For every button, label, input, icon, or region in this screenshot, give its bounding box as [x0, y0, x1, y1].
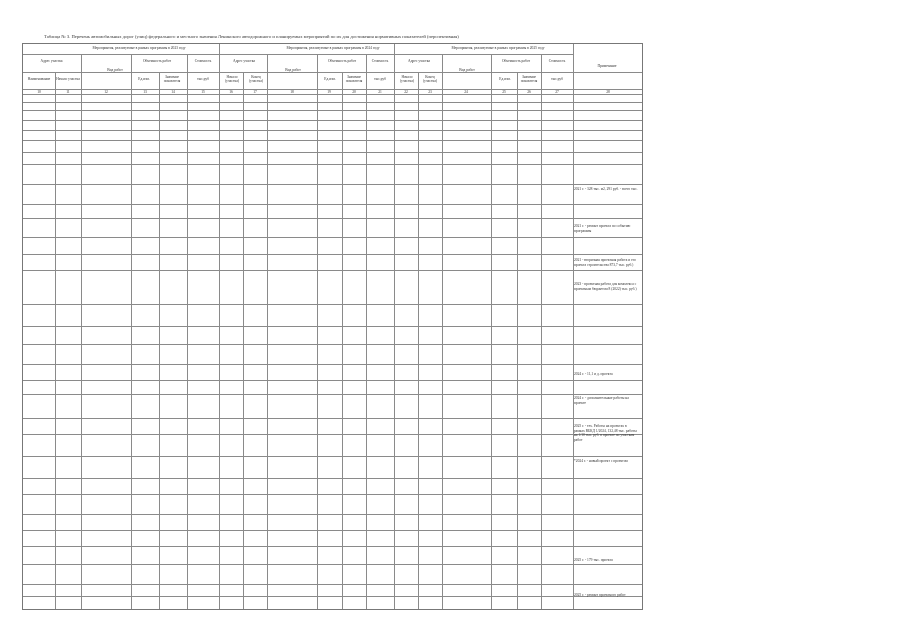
notes-header: Примечание	[597, 64, 617, 68]
row-line	[23, 514, 642, 515]
g2-volume: Объемность работ	[327, 59, 357, 63]
column-number: 25	[502, 90, 506, 94]
g3-value: Значение показателя	[520, 75, 538, 83]
row-line	[23, 102, 642, 103]
row-line	[23, 270, 642, 271]
row-line	[23, 564, 642, 565]
g2-work-type: Вид работ	[285, 68, 301, 72]
column-number: 28	[606, 90, 610, 94]
group-header-2025: Мероприятия, реализуемые в рамках программы в 2025 году	[451, 46, 545, 50]
column-line	[517, 72, 518, 609]
column-line	[187, 54, 188, 609]
g3-units: Ед.изм.	[499, 77, 511, 81]
column-line	[366, 54, 367, 609]
g2-address: Адрес участка	[232, 59, 256, 63]
g1-address: Адрес участка	[40, 59, 63, 63]
row-line	[23, 596, 642, 597]
note-item: 2023 - проектная работа для комплекса с проектным бюджетом 8 (2022) тыс. руб.)	[574, 282, 637, 291]
column-number: 20	[352, 90, 356, 94]
column-number: 16	[229, 90, 233, 94]
note-item: 2021 г. - 328 тыс. м2, 291 руб. - всего тыс.	[574, 187, 638, 191]
g3-start: Начало (участка)	[399, 75, 415, 83]
note-item: *2024 г. - новый проект с проектом	[574, 459, 628, 463]
note-item: 2024 г. - дополнительные работы на проекте	[574, 396, 629, 405]
column-number: 18	[290, 90, 294, 94]
column-number: 22	[404, 90, 408, 94]
row-line	[23, 130, 642, 131]
g1-name: Наименование	[27, 77, 51, 81]
column-number: 27	[555, 90, 559, 94]
column-line	[541, 54, 542, 609]
row-line	[23, 380, 642, 381]
g1-cost-unit: тыс.руб	[197, 77, 209, 81]
row-line	[23, 478, 642, 479]
column-number: 10	[37, 90, 41, 94]
note-item: 2021 г. - ремонт проекта по событию программы	[574, 224, 631, 233]
column-number: 21	[378, 90, 382, 94]
column-line	[491, 54, 492, 609]
column-number: 15	[201, 90, 205, 94]
g3-address: Адрес участка	[407, 59, 431, 63]
row-line	[23, 254, 642, 255]
note-item: 2024 г. - 11,1 и д. проекта	[574, 372, 613, 376]
g2-cost-unit: тыс.руб	[374, 77, 386, 81]
g3-cost-unit: тыс.руб	[551, 77, 563, 81]
row-line	[23, 546, 642, 547]
note-item: 2025 г. - ремонт проектного работ	[574, 593, 626, 597]
column-number: 12	[104, 90, 108, 94]
g2-value: Значение показателя	[345, 75, 363, 83]
group-header-2024: Мероприятия, реализуемые в рамках программы в 2024 году	[286, 46, 380, 50]
row-line	[23, 140, 642, 141]
column-line	[131, 54, 132, 609]
g1-start: Начало участка	[56, 77, 80, 81]
row-line	[23, 434, 642, 435]
column-number: 24	[464, 90, 468, 94]
column-line	[243, 72, 244, 609]
row-line	[23, 120, 642, 121]
g1-volume: Объемность работ	[142, 59, 172, 63]
g1-value: Значение показателя	[163, 75, 181, 83]
column-number: 26	[527, 90, 531, 94]
row-line	[23, 530, 642, 531]
column-line	[573, 44, 574, 609]
row-line	[23, 218, 642, 219]
subheader-line	[221, 72, 267, 73]
g2-end: Конец (участка)	[248, 75, 264, 83]
note-item: 2025 г. - 179 тыс. проекта	[574, 558, 613, 562]
row-line	[23, 184, 642, 185]
row-line	[23, 204, 642, 205]
subheader-line	[493, 72, 541, 73]
row-line	[23, 456, 642, 457]
column-line	[55, 72, 56, 609]
column-line	[219, 44, 220, 609]
column-number: 19	[327, 90, 331, 94]
row-line	[23, 494, 642, 495]
column-line	[317, 54, 318, 609]
group-header-2023: Мероприятия, реализуемые в рамках программы в 2023 году	[92, 46, 186, 50]
column-line	[342, 72, 343, 609]
subheader-line	[319, 72, 366, 73]
row-line	[23, 344, 642, 345]
column-number: 23	[428, 90, 432, 94]
g1-cost: Стоимость	[194, 59, 212, 63]
column-line	[442, 54, 443, 609]
column-number: 11	[66, 90, 70, 94]
note-item: 2021 - вторичная проектная работа и его проекта строительства 873,7 тыс. руб.)	[574, 258, 636, 267]
subheader-line	[396, 72, 442, 73]
row-line	[23, 164, 642, 165]
g1-units: Ед.изм.	[138, 77, 150, 81]
subheader-line	[24, 72, 81, 73]
row-line	[23, 394, 642, 395]
column-line	[418, 72, 419, 609]
subheader-line	[131, 72, 187, 73]
column-line	[81, 54, 82, 609]
g3-work-type: Вид работ	[459, 68, 475, 72]
note-item: 2025 г. - тех. Работы на проектах в рамках ВБКД 1/2024, 132,48 тыс. работы на 1/10 тыс. руб. в проекте по участкам работ	[574, 424, 637, 442]
column-number: 13	[143, 90, 147, 94]
row-line	[23, 304, 642, 305]
row-line	[23, 584, 642, 585]
row-line	[23, 237, 642, 238]
column-number: 14	[171, 90, 175, 94]
row-line	[23, 94, 642, 95]
row-line	[23, 418, 642, 419]
column-line	[159, 72, 160, 609]
g1-work-type: Вид работ	[107, 68, 123, 72]
column-line	[394, 44, 395, 609]
row-line	[23, 326, 642, 327]
g3-volume: Объемность работ	[501, 59, 531, 63]
row-line	[23, 364, 642, 365]
page-title: Таблица № 3. Перечень автомобильных дорог (улиц) федерального и местного значения Ленинского автодорожного и планируемых мероприятий по их для достижения нормативных показателей (перспективная)	[44, 34, 459, 39]
data-table	[22, 43, 643, 610]
column-number: 17	[253, 90, 257, 94]
g2-start: Начало (участка)	[224, 75, 240, 83]
row-line	[23, 152, 642, 153]
row-line	[23, 110, 642, 111]
column-line	[267, 54, 268, 609]
g3-end: Конец (участка)	[422, 75, 438, 83]
g2-cost: Стоимость	[371, 59, 389, 63]
g2-units: Ед.изм.	[324, 77, 336, 81]
g3-cost: Стоимость	[548, 59, 566, 63]
